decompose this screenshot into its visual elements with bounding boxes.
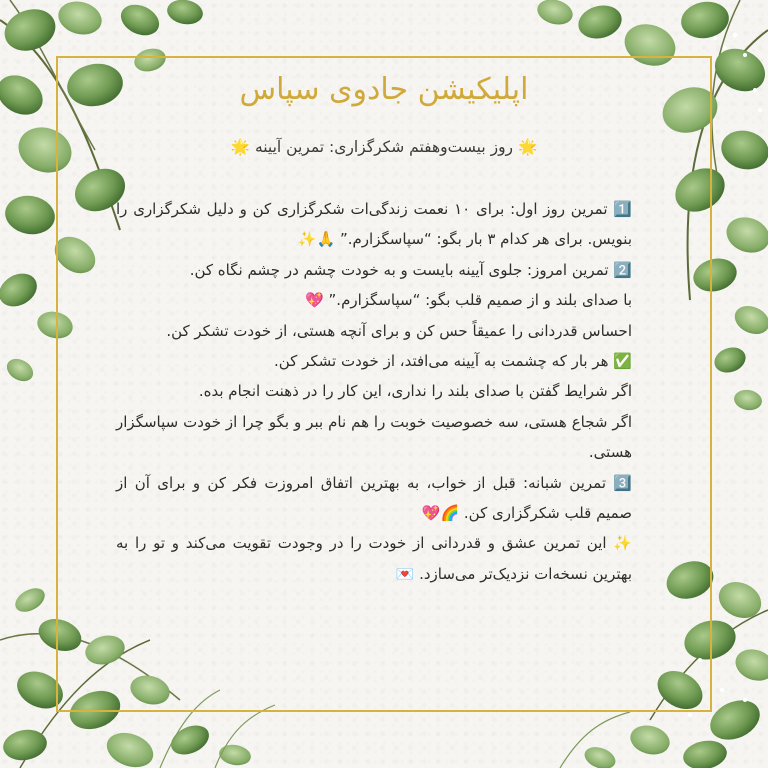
paragraph-mirror-check: ✅ هر بار که چشمت به آیینه می‌افتد، از خودت تشکر کن. [274,352,632,371]
page-title: اپلیکیشن جادوی سپاس [239,72,529,107]
body-text [116,194,632,589]
paragraph-exercise-1: 1️⃣ تمرین روز اول: برای ۱۰ نعمت زندگی‌ات شکرگزاری کن و دلیل شکرگزاری را بنویس. برای هر کدام ۳ بار بگو: “سپاسگزارم.” 🙏✨ [116,200,632,249]
paragraph-exercise-3: 3️⃣ تمرین شبانه: قبل از خواب، به بهترین اتفاق امروزت فکر کن و برای آن از صمیم قلب شکرگزاری کن. 🌈💖 [116,473,632,523]
paragraph-feel-gratitude: احساس قدردانی را عمیقاً حس کن و برای آنچه هستی، از خودت تشکر کن. [166,321,632,340]
paragraph-silent-option: اگر شرایط گفتن با صدای بلند را نداری، این کار را در ذهنت انجام بده. [198,382,632,401]
paragraph-say-thanks: با صدای بلند و از صمیم قلب بگو: “سپاسگزارم.” 💖 [305,291,632,310]
paragraph-three-qualities: اگر شجاع هستی، سه خصوصیت خوبت را هم نام ببر و بگو چرا از خودت سپاسگزار هستی. [116,412,632,462]
subtitle: 🌟 روز بیست‌وهفتم شکرگزاری: تمرین آیینه 🌟 [230,138,538,156]
paragraph-closing: ✨ این تمرین عشق و قدردانی از خودت را در وجودت تقویت می‌کند و تو را به بهترین نسخه‌ات نزدیک‌تر می‌سازد. 💌 [116,534,632,583]
paragraph-exercise-2: 2️⃣ تمرین امروز: جلوی آیینه بایست و به خودت چشم در چشم نگاه کن. [189,260,632,279]
